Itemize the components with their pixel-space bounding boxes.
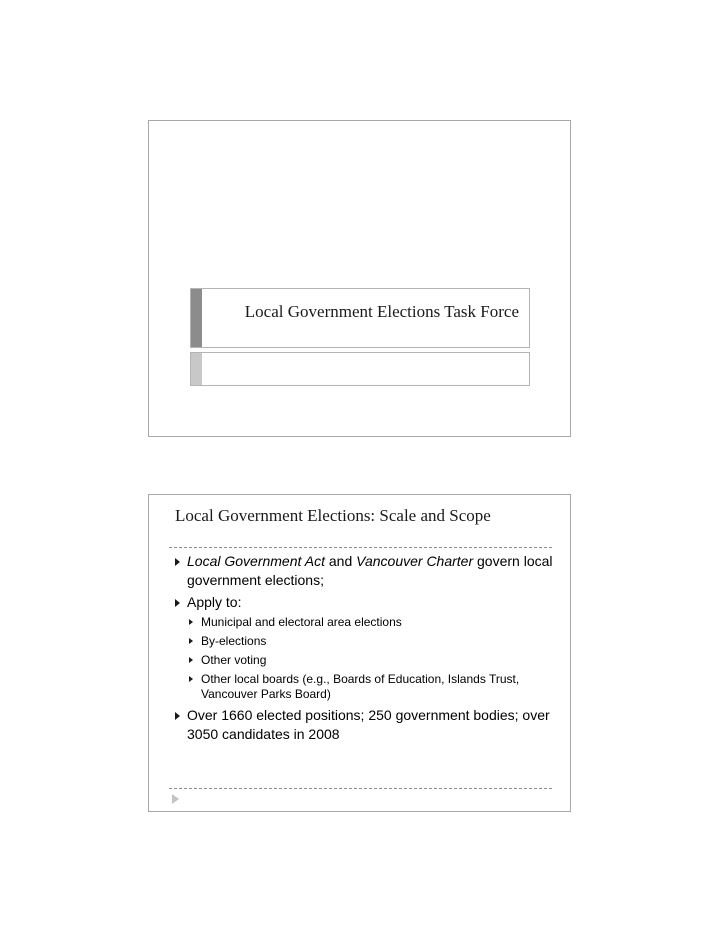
sub-bullet-arrow-icon <box>189 676 193 682</box>
bullet-item: Local Government Act and Vancouver Charter govern local government elections; <box>173 552 553 590</box>
subtitle-accent-bar <box>191 353 202 385</box>
bullet-arrow-icon <box>175 599 180 607</box>
bullet-item: Apply to: <box>173 593 553 612</box>
slide-1 <box>148 120 571 437</box>
sub-bullet-arrow-icon <box>189 638 193 644</box>
bullet-list <box>173 552 553 747</box>
sub-bullet-arrow-icon <box>189 619 193 625</box>
footer-divider <box>169 788 552 789</box>
slide-2-title: Local Government Elections: Scale and Scope <box>175 506 491 525</box>
sub-bullet-item: Other local boards (e.g., Boards of Education, Islands Trust, Vancouver Parks Board) <box>187 672 553 702</box>
title-divider <box>169 547 552 548</box>
charter-name: Vancouver Charter <box>356 553 474 569</box>
bullet-arrow-icon <box>175 558 180 566</box>
bullet-arrow-icon <box>175 712 180 720</box>
title-accent-bar <box>191 289 202 347</box>
slide-2 <box>148 494 571 812</box>
bullet-item: Over 1660 elected positions; 250 government bodies; over 3050 candidates in 2008 <box>173 706 553 744</box>
slide-1-title: Local Government Elections Task Force <box>244 302 519 321</box>
footer-arrow-icon <box>172 794 179 804</box>
sub-bullet-item: Municipal and electoral area elections <box>187 615 553 630</box>
subtitle-box <box>190 352 530 386</box>
sub-bullet-item: Other voting <box>187 653 553 668</box>
act-name: Local Government Act <box>187 553 325 569</box>
sub-bullet-arrow-icon <box>189 657 193 663</box>
sub-bullet-item: By-elections <box>187 634 553 649</box>
title-box <box>190 288 530 348</box>
